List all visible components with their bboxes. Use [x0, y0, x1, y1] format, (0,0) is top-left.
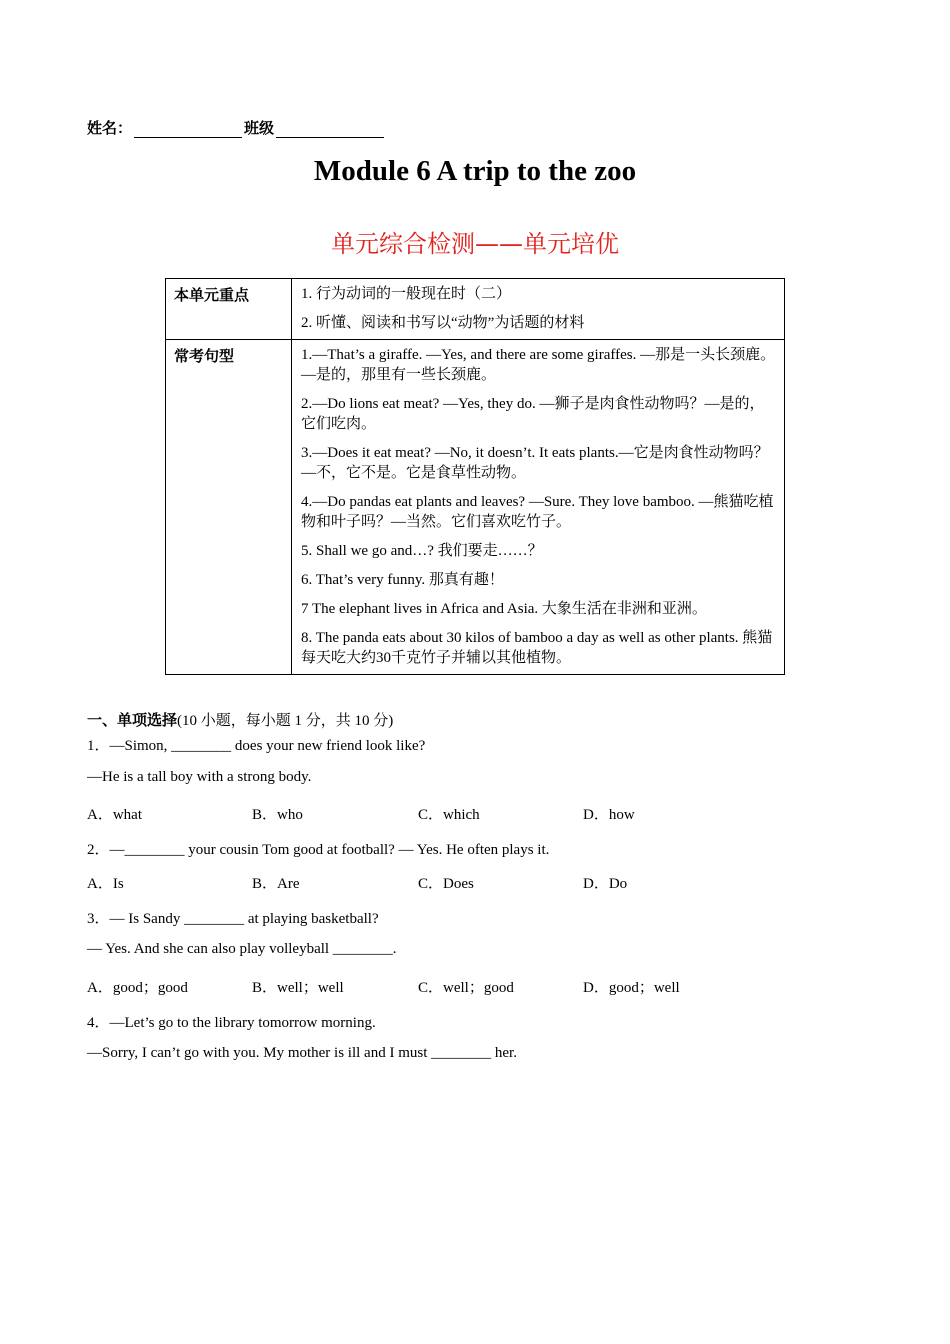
question-4-reply: —Sorry, I can’t go with you. My mother is ill and I must ________ her. — [87, 1045, 517, 1061]
question-2-option-b[interactable]: B．Are — [252, 876, 300, 892]
question-4-stem: 4．—Let’s go to the library tomorrow morning. — [87, 1015, 376, 1031]
question-3-option-b[interactable]: B．well；well — [252, 980, 344, 996]
pattern-item: 2.—Do lions eat meat? —Yes, they do. —狮子是肉食性动物吗？—是的，它们吃肉。 — [301, 396, 765, 432]
pattern-item: 1.—That’s a giraffe. —Yes, and there are some giraffes. —那是一头长颈鹿。—是的，那里有一些长颈鹿。 — [301, 347, 776, 383]
patterns-row — [166, 340, 785, 675]
unit-key-points-table — [165, 278, 785, 675]
question-3-option-d[interactable]: D．good；well — [583, 980, 680, 996]
pattern-item: 3.—Does it eat meat? —No, it doesn’t. It eats plants.—它是肉食性动物吗？—不，它不是。它是食草性动物。 — [301, 445, 769, 481]
question-2-option-d[interactable]: D．Do — [583, 876, 628, 892]
question-2-stem: 2．—________ your cousin Tom good at football? — Yes. He often plays it. — [87, 842, 550, 858]
class-label: 班级 — [244, 119, 275, 137]
focus-label: 本单元重点 — [166, 279, 292, 340]
question-2-option-c[interactable]: C．Does — [418, 876, 474, 892]
question-3-option-a[interactable]: A．good；good — [87, 980, 188, 996]
pattern-item: 8. The panda eats about 30 kilos of bamboo a day as well as other plants. 熊猫每天吃大约30千克竹子并辅以其他植物。 — [301, 630, 773, 666]
section-scoring: (10 小题，每小题 1 分，共 10 分) — [177, 713, 394, 729]
page-subtitle: 单元综合检测——单元培优 — [331, 230, 619, 258]
name-blank[interactable] — [134, 123, 242, 138]
question-2-option-a[interactable]: A．Is — [87, 876, 124, 892]
name-class-line — [87, 117, 384, 138]
name-label: 姓名： — [87, 119, 133, 137]
pattern-item: 7 The elephant lives in Africa and Asia. 大象生活在非洲和亚洲。 — [301, 601, 707, 617]
question-1-option-c[interactable]: C．which — [418, 807, 480, 823]
section-heading — [87, 709, 393, 730]
section-title: 一、单项选择 — [87, 711, 178, 729]
pattern-item: 4.—Do pandas eat plants and leaves? —Sure. They love bamboo. —熊猫吃植物和叶子吗？—当然。它们喜欢吃竹子。 — [301, 494, 774, 530]
focus-row — [166, 279, 785, 340]
pattern-item: 6. That’s very funny. 那真有趣！ — [301, 572, 504, 588]
question-3-reply: — Yes. And she can also play volleyball ________. — [87, 941, 397, 957]
question-1-stem: 1．—Simon, ________ does your new friend look like? — [87, 738, 426, 754]
focus-cell — [292, 279, 785, 340]
question-1-reply: —He is a tall boy with a strong body. — [87, 769, 312, 785]
question-3-stem: 3．— Is Sandy ________ at playing basketball? — [87, 911, 379, 927]
focus-item: 2. 听懂、阅读和书写以“动物”为话题的材料 — [301, 315, 585, 331]
question-3-option-c[interactable]: C．well；good — [418, 980, 514, 996]
question-1-option-b[interactable]: B．who — [252, 807, 303, 823]
patterns-cell — [292, 340, 785, 675]
question-1-option-a[interactable]: A．what — [87, 807, 142, 823]
page-title: Module 6 A trip to the zoo — [313, 155, 637, 187]
focus-item: 1. 行为动词的一般现在时（二） — [301, 286, 512, 302]
pattern-item: 5. Shall we go and…? 我们要走……？ — [301, 543, 543, 559]
question-1-option-d[interactable]: D．how — [583, 807, 635, 823]
patterns-label: 常考句型 — [166, 340, 292, 675]
class-blank[interactable] — [276, 123, 384, 138]
